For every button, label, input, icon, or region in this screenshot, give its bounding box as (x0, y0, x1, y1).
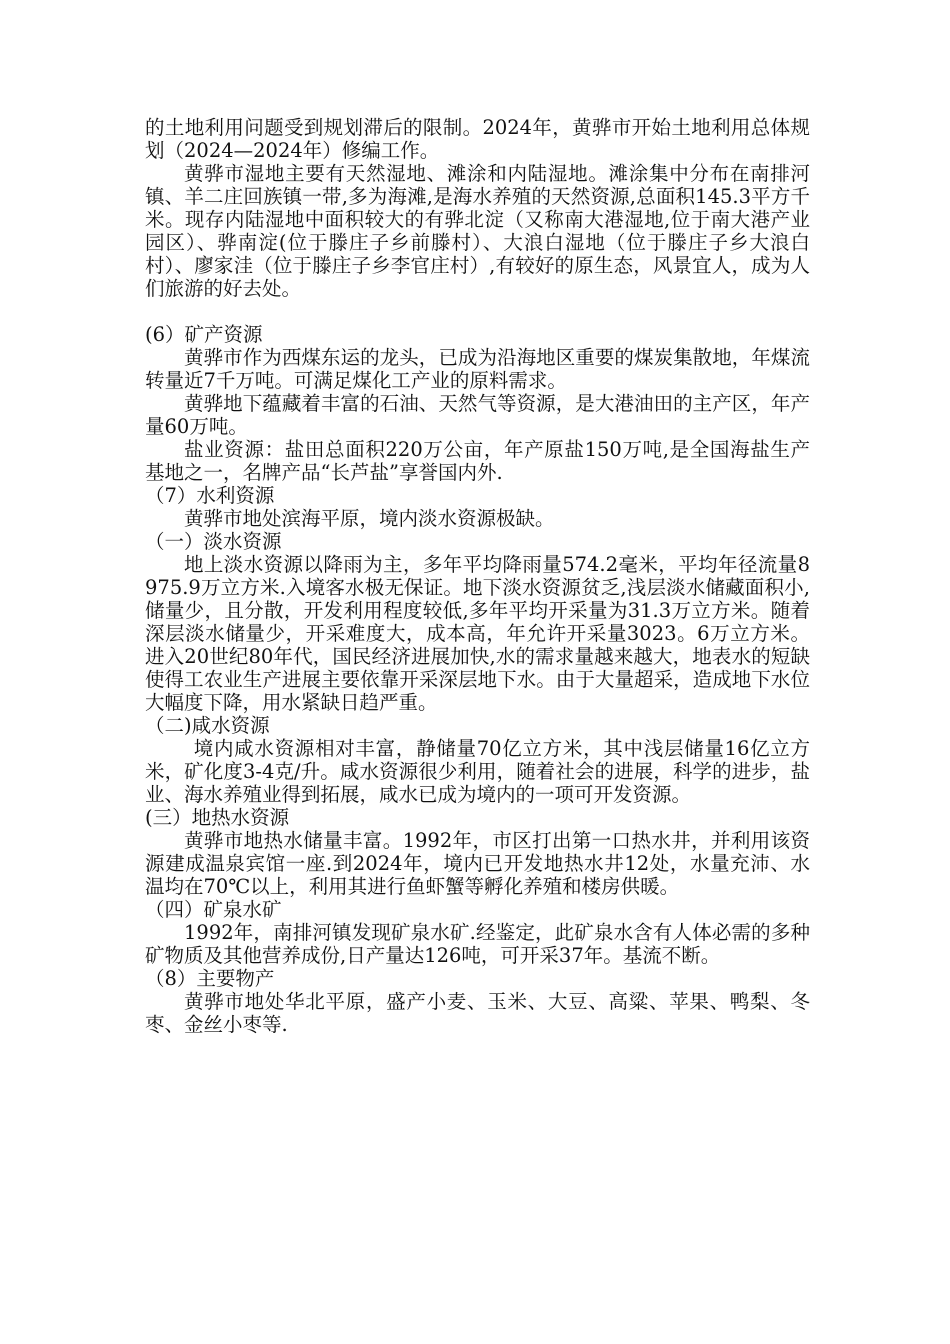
heading-geothermal: (三）地热水资源 (145, 806, 290, 829)
paragraph-freshwater: 地上淡水资源以降雨为主，多年平均降雨量574.2毫米，平均年径流量8975.9万立方米.入境客水极无保证。地下淡水资源贫乏,浅层淡水储藏面积小,储量少，且分散，开发利用程度较低,多年平均开采量为31.3万立方米。随着深层淡水储量少，开采难度大，成本高，年允许开采量3023。6万立方米。进入20世纪80年代，国民经济进展加快,水的需求量越来越大，地表水的短缺使得工农业生产进展主要依靠开采深层地下水。由于大量超采，造成地下水位大幅度下降，用水紧缺日趋严重。 (145, 553, 810, 714)
heading-saltwater: （二)咸水资源 (145, 714, 270, 737)
paragraph-wetland: 黄骅市湿地主要有天然湿地、滩涂和内陆湿地。滩涂集中分布在南排河镇、羊二庄回族镇一带,多为海滩,是海水养殖的天然资源,总面积145.3平方千米。现存内陆湿地中面积较大的有骅北淀（又称南大港湿地,位于南大港产业园区）、骅南淀(位于滕庄子乡前滕村）、大浪白湿地（位于滕庄子乡大浪白村）、廖家洼（位于滕庄子乡李官庄村）,有较好的原生态，风景宜人，成为人们旅游的好去处。 (145, 162, 810, 300)
document-page (145, 116, 810, 1036)
heading-mineral-resources: (6）矿产资源 (145, 323, 263, 346)
paragraph-water-overview: 黄骅市地处滨海平原，境内淡水资源极缺。 (184, 507, 555, 530)
paragraph-land-use: 的土地利用问题受到规划滞后的限制。2024年，黄骅市开始土地利用总体规划（2024—2024年）修编工作。 (145, 116, 810, 162)
paragraph-saltwater: 境内咸水资源相对丰富，静储量70亿立方米，其中浅层储量16亿立方米，矿化度3-4克/升。咸水资源很少利用，随着社会的进展，科学的进步，盐业、海水养殖业得到拓展，咸水已成为境内的一项可开发资源。 (145, 737, 810, 806)
paragraph-geothermal: 黄骅市地热水储量丰富。1992年，市区打出第一口热水井，并利用该资源建成温泉宾馆一座.到2024年，境内已开发地热水井12处，水量充沛、水温均在70℃以上，利用其进行鱼虾蟹等孵化养殖和楼房供暖。 (145, 829, 810, 898)
paragraph-salt: 盐业资源：盐田总面积220万公亩，年产原盐150万吨,是全国海盐生产基地之一，名牌产品“长芦盐”享誉国内外. (145, 438, 810, 484)
paragraph-oil: 黄骅地下蕴藏着丰富的石油、天然气等资源，是大港油田的主产区，年产量60万吨。 (145, 392, 810, 438)
paragraph-spacer (145, 300, 810, 323)
heading-mineral-spring: （四）矿泉水矿 (145, 898, 282, 921)
paragraph-main-products: 黄骅市地处华北平原，盛产小麦、玉米、大豆、高粱、苹果、鸭梨、冬枣、金丝小枣等. (145, 990, 810, 1036)
heading-main-products: （8）主要物产 (145, 967, 275, 990)
paragraph-coal: 黄骅市作为西煤东运的龙头，已成为沿海地区重要的煤炭集散地，年煤流转量近7千万吨。可满足煤化工产业的原料需求。 (145, 346, 810, 392)
heading-freshwater: （一）淡水资源 (145, 530, 282, 553)
heading-water-resources: （7）水利资源 (145, 484, 275, 507)
paragraph-mineral-spring: 1992年，南排河镇发现矿泉水矿.经鉴定，此矿泉水含有人体必需的多种矿物质及其他营养成份,日产量达126吨，可开采37年。基流不断。 (145, 921, 810, 967)
